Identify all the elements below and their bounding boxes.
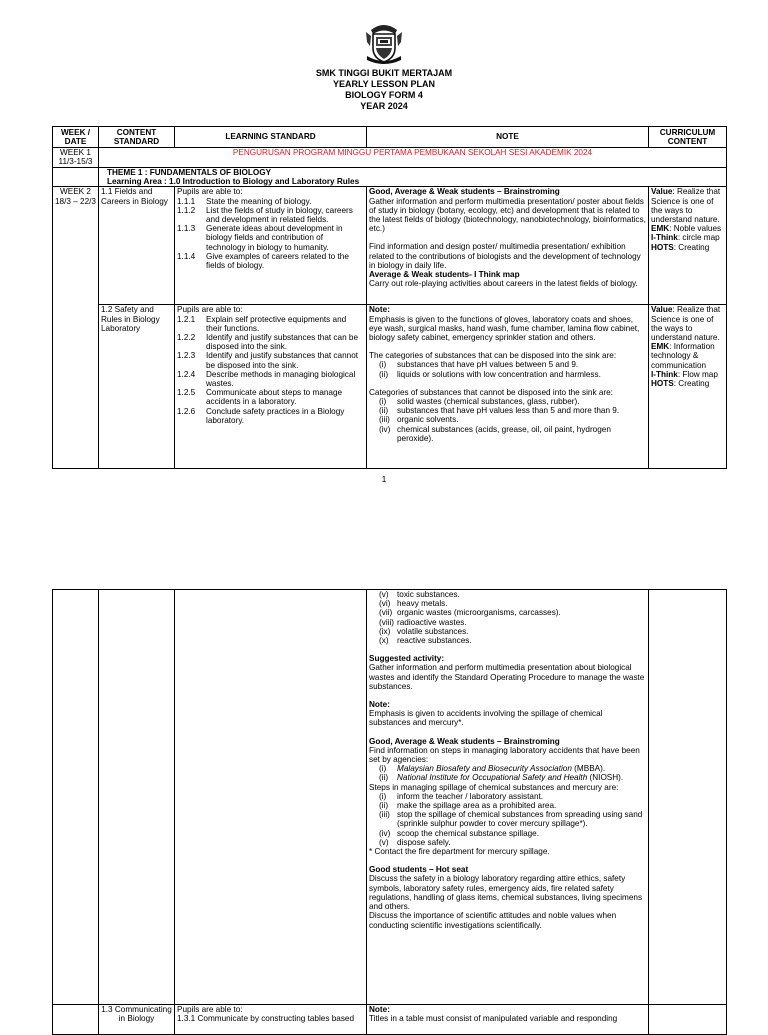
col-header-week: WEEK / DATE [53,127,99,148]
col-header-note: NOTE [367,127,649,148]
note-paragraph: Emphasis is given to accidents involving the spillage of chemical substances and mercury*. [369,709,603,728]
list-item: (ix) volatile substances. [379,626,469,636]
note-continued [367,590,649,1005]
step-item: (iii) stop the spillage of chemical substances from spreading using sand (sprinkle sulphur powder to cover mercury spillage*). [379,810,643,829]
note-paragraph: Categories of substances that cannot be disposed into the sink are: [369,387,613,397]
table-row-week2-1-1 [53,187,727,305]
list-item: (x) reactive substances. [379,636,472,646]
ls-item: 1.1.1 State the meaning of biology. [177,196,312,206]
table-row-week1 [53,148,727,168]
col-header-learning-standard: LEARNING STANDARD [175,127,367,148]
step-item: (iv) scoop the chemical substance spillage. [379,828,539,838]
note-1-3: Note: Titles in a table must consist of manipulated variable and responding [367,1005,649,1035]
ls-item: 1.2.1 Explain self protective equipments and their functions. [177,314,347,333]
note-paragraph: Discuss the importance of scientific attitudes and noble values when conducting scientific investigations scientifically. [369,911,617,930]
ls-intro: Pupils are able to: [177,305,243,315]
curriculum-content-1-1: Value: Realize that Science is one of the ways to understand nature. EMK: Noble values I-Think: circle map HOTS: Creating [649,187,727,305]
content-standard-1-2: 1.2 Safety and Rules in Biology Laboratory [99,305,175,469]
year-title: YEAR 2024 [360,101,408,111]
col-header-content-standard: CONTENT STANDARD [99,127,175,148]
ls-item: 1.1.2 List the fields of study in biology, careers and development in related fields. [177,205,353,225]
content-standard-1-1: 1.1 Fields and Careers in Biology [99,187,175,305]
note-paragraph: Gather information and perform multimedia presentation/ poster about fields of study in biology (botany, ecology, etc) and development that is related to the latest fields of biology (biotechnology, nanobiotechnology, bioinformatics, etc.) [369,196,646,234]
table-row-theme [53,168,727,187]
list-item: (i) substances that have pH values between 5 and 9. [379,360,579,370]
table-row-1-3 [53,1005,727,1035]
week2-cell: WEEK 2 18/3 – 22/3 [53,187,99,469]
note-heading: Note: [369,700,390,710]
school-name: SMK TINGGI BUKIT MERTAJAM [315,68,453,78]
ls-item: 1.2.4 Describe methods in managing biological wastes. [177,369,356,389]
page-number: 1 [381,474,387,484]
note-paragraph: The categories of substances that can be disposed into the sink are: [369,351,617,361]
week1-banner: PENGURUSAN PROGRAM MINGGU PERTAMA PEMBUKAAN SEKOLAH SESI AKADEMIK 2024 [99,148,727,168]
ls-intro: Pupils are able to: [177,187,243,197]
theme-title: THEME 1 : FUNDAMENTALS OF BIOLOGY [107,168,272,177]
ls-item: 1.2.3 Identify and justify substances that cannot be disposed into the sink. [177,351,359,370]
lesson-plan-table-continued [52,589,727,1035]
agency-item: (ii) National Institute for Occupational Safety and Health (NIOSH). [379,773,624,783]
note-1-1 [367,187,649,305]
list-item: (ii) substances that have pH values less than 5 and more than 9. [379,406,620,416]
note-heading: Suggested activity: [369,654,445,664]
table-header-row [53,127,727,148]
lesson-plan-table [52,126,727,469]
content-standard-1-3: 1.3 Communicating in Biology [99,1005,175,1035]
note-paragraph: Discuss the safety in a biology laboratory regarding attire ethics, safety symbols, laboratory safety rules, emergency aids, fire related safety regulations, handling of glass items, chemical substances, living specimens and others. [369,874,643,912]
ls-item: 1.1.3 Generate ideas about development in biology fields and contribution of technology in biology to humanity. [177,224,343,252]
step-item: (ii) make the spillage area as a prohibited area. [379,801,557,811]
note-heading: Good, Average & Weak students – Brainstroming [369,187,560,197]
list-item: (vii) organic wastes (microorganisms, carcasses). [379,608,561,618]
note-paragraph: Gather information and perform multimedia presentation about biological wastes and identify the Standard Operating Procedure to manage the waste substances. [369,663,645,691]
note-paragraph: Find information and design poster/ multimedia presentation/ exhibition related to the contributions of biologists and the development of technology in biology in daily life. [369,242,641,270]
learning-standard-1-1 [175,187,367,305]
col-header-curriculum-content: CURRICULUM CONTENT [649,127,727,148]
note-paragraph: Emphasis is given to the functions of gloves, laboratory coats and shoes, eye wash, surgical masks, hand wash, fume chamber, lamina flow cabinet, biology safety cabinet, emergency sprinkler station and others. [369,314,640,343]
list-item: (ii) liquids or solutions with low concentration and harmless. [379,369,601,379]
week1-cell: WEEK 1 11/3-15/3 [53,148,99,168]
list-item: (viii) radioactive wastes. [379,617,467,627]
list-item: (vi) heavy metals. [379,599,448,609]
note-label: Note: [369,305,390,315]
learning-standard-1-3: Pupils are able to: 1.3.1 Communicate by constructing tables based [175,1005,367,1035]
ls-item: 1.2.6 Conclude safety practices in a Biology laboratory. [177,406,345,425]
school-crest-logo [365,22,403,64]
note-heading: Average & Weak students- I Think map [369,270,520,280]
curriculum-content-1-2: Value: Realize that Science is one of the ways to understand nature. EMK: Information technology & communication I-Think: Flow map HOTS: Creating [649,305,727,469]
list-item: (v) toxic substances. [379,590,460,599]
theme-cell [99,168,727,187]
list-item: (iii) organic solvents. [379,415,459,425]
ls-item: 1.2.5 Communicate about steps to manage accidents in a laboratory. [177,388,343,407]
list-item: (iv) chemical substances (acids, grease, oil, oil paint, hydrogen peroxide). [379,424,611,443]
step-item: (i) inform the teacher / laboratory assistant. [379,791,544,801]
subject-title: BIOLOGY FORM 4 [345,90,423,100]
note-heading: Good students – Hot seat [369,865,469,875]
step-item: (v) dispose safely. [379,837,451,847]
list-item: (i) solid wastes (chemical substances, glass, rubber). [379,397,580,407]
learning-area: Learning Area : 1.0 Introduction to Biology and Laboratory Rules [107,177,360,187]
note-paragraph: * Contact the fire department for mercury spillage. [369,847,550,857]
ls-item: 1.1.4 Give examples of careers related to the fields of biology. [177,251,349,271]
table-row-week2-1-2 [53,305,727,469]
learning-standard-1-2 [175,305,367,469]
note-paragraph: Steps in managing spillage of chemical substances and mercury are: [369,782,619,792]
note-heading: Good, Average & Weak students – Brainstroming [369,736,560,746]
note-paragraph: Carry out role-playing activities about careers in the latest fields of biology. [369,279,638,289]
ls-item: 1.2.2 Identify and justify substances that can be disposed into the sink. [177,333,359,352]
table-row-continued [53,590,727,1005]
plan-title: YEARLY LESSON PLAN [332,79,436,89]
note-1-2 [367,305,649,469]
note-paragraph: Find information on steps in managing laboratory accidents that have been set by agencies: [369,745,640,765]
agency-item: (i) Malaysian Biosafety and Biosecurity Association (MBBA). [379,764,606,774]
